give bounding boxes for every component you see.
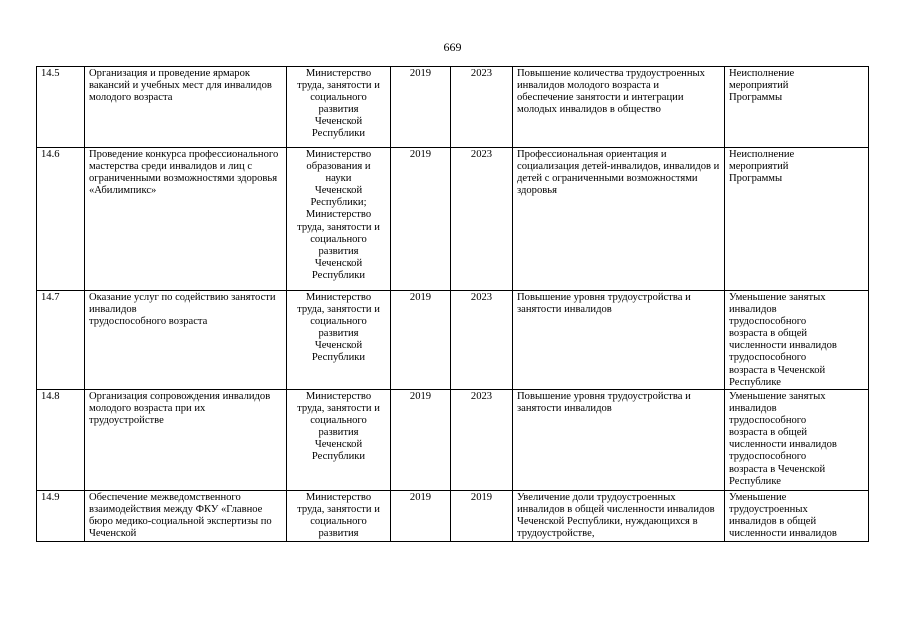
end-year-cell: 2023 — [451, 291, 513, 390]
row-number: 14.7 — [37, 291, 85, 390]
activity-cell: Проведение конкурса профессионального мастерства среди инвалидов и лиц с ограниченными возможностями здоровья «Абилимпикс» — [85, 148, 287, 291]
executor-cell: Министерство труда, занятости и социального развития Чеченской Республики — [287, 291, 391, 390]
end-year-cell: 2023 — [451, 148, 513, 291]
result-cell: Профессиональная ориентация и социализация детей-инвалидов, инвалидов и детей с ограниченными возможностями здоровья — [513, 148, 725, 291]
program-activities-table — [36, 66, 869, 542]
executor-cell: Министерство труда, занятости и социального развития Чеченской Республики — [287, 67, 391, 148]
consequence-cell: Уменьшение занятых инвалидов трудоспособного возраста в общей численности инвалидов трудоспособного возраста в Чеченской Республике — [725, 291, 869, 390]
start-year-cell: 2019 — [391, 291, 451, 390]
result-cell: Повышение уровня трудоустройства и занятости инвалидов — [513, 291, 725, 390]
end-year-cell: 2023 — [451, 390, 513, 491]
end-year-cell: 2019 — [451, 491, 513, 542]
result-cell: Повышение уровня трудоустройства и занятости инвалидов — [513, 390, 725, 491]
page-number: 669 — [443, 40, 462, 54]
consequence-cell: Неисполнение мероприятий Программы — [725, 67, 869, 148]
table-row — [37, 390, 869, 491]
table-row — [37, 291, 869, 390]
consequence-cell: Уменьшение занятых инвалидов трудоспособного возраста в общей численности инвалидов трудоспособного возраста в Чеченской Республике — [725, 390, 869, 491]
activity-cell: Организация и проведение ярмарок вакансий и учебных мест для инвалидов молодого возраста — [85, 67, 287, 148]
activity-cell: Обеспечение межведомственного взаимодействия между ФКУ «Главное бюро медико-социальной экспертизы по Чеченской — [85, 491, 287, 542]
row-number: 14.8 — [37, 390, 85, 491]
executor-cell: Министерство образования и науки Чеченской Республики; Министерство труда, занятости и социального развития Чеченской Республики — [287, 148, 391, 291]
row-number: 14.6 — [37, 148, 85, 291]
table-row — [37, 491, 869, 542]
result-cell: Увеличение доли трудоустроенных инвалидов в общей численности инвалидов Чеченской Республики, нуждающихся в трудоустройстве, — [513, 491, 725, 542]
start-year-cell: 2019 — [391, 390, 451, 491]
consequence-cell: Неисполнение мероприятий Программы — [725, 148, 869, 291]
start-year-cell: 2019 — [391, 491, 451, 542]
table-row — [37, 67, 869, 148]
activity-cell: Оказание услуг по содействию занятости инвалидов трудоспособного возраста — [85, 291, 287, 390]
start-year-cell: 2019 — [391, 148, 451, 291]
result-cell: Повышение количества трудоустроенных инвалидов молодого возраста и обеспечение занятости и интеграции молодых инвалидов в общество — [513, 67, 725, 148]
end-year-cell: 2023 — [451, 67, 513, 148]
table-row — [37, 148, 869, 291]
row-number: 14.9 — [37, 491, 85, 542]
consequence-cell: Уменьшение трудоустроенных инвалидов в общей численности инвалидов — [725, 491, 869, 542]
row-number: 14.5 — [37, 67, 85, 148]
executor-cell: Министерство труда, занятости и социального развития Чеченской Республики — [287, 390, 391, 491]
activity-cell: Организация сопровождения инвалидов молодого возраста при их трудоустройстве — [85, 390, 287, 491]
start-year-cell: 2019 — [391, 67, 451, 148]
executor-cell: Министерство труда, занятости и социального развития — [287, 491, 391, 542]
